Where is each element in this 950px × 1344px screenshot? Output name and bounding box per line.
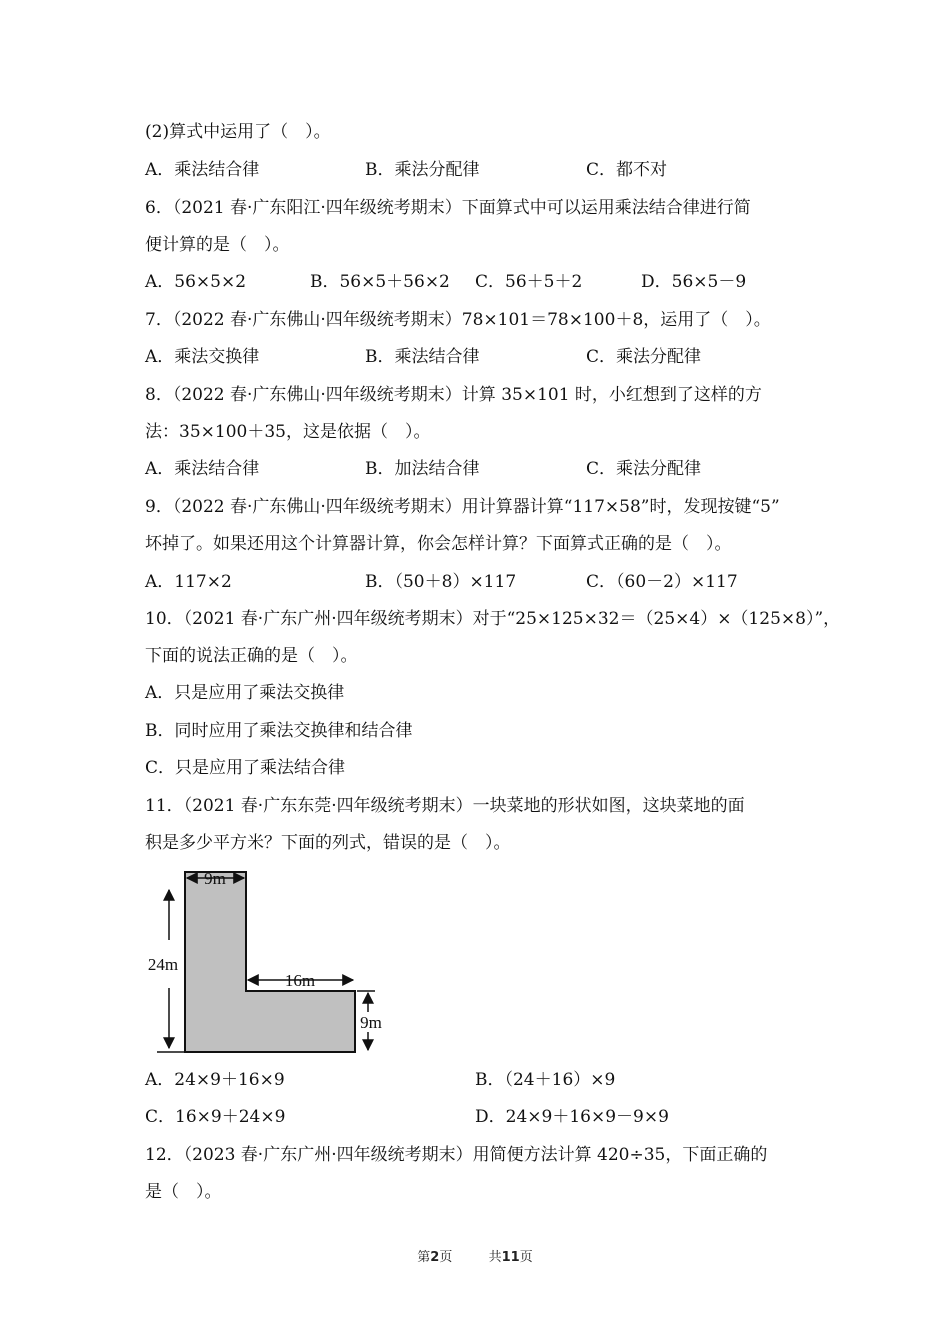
q9-stem-line1: 9．（2022 春·广东佛山·四年级统考期末）用计算器计算“117×58”时，发现按键“5” [145, 497, 780, 517]
q6-option-c: C．56＋5＋2 [475, 272, 583, 292]
q8-stem-line2: 法：35×100＋35，这是依据（ ）。 [145, 422, 431, 442]
q7-option-a: A．乘法交换律 [145, 347, 260, 367]
page-number: 第2页 [417, 1250, 453, 1265]
q6-option-d: D．56×5－9 [641, 272, 747, 292]
label-right-height: 9m [360, 1013, 382, 1032]
q8-option-a: A．乘法结合律 [145, 459, 260, 479]
q9-option-c: C．（60－2）×117 [586, 572, 738, 592]
q10-option-b: B．同时应用了乘法交换律和结合律 [145, 721, 413, 741]
q11-option-c: C．16×9＋24×9 [145, 1107, 286, 1127]
q8-option-c: C．乘法分配律 [586, 459, 702, 479]
label-left-height: 24m [147, 955, 179, 974]
l-shape-region [185, 872, 355, 1052]
q11-option-b: B．（24＋16）×9 [475, 1070, 616, 1090]
page-footer [0, 1246, 950, 1265]
q10-option-c: C．只是应用了乘法结合律 [145, 758, 346, 778]
page-total: 共11页 [488, 1250, 533, 1265]
q7-option-c: C．乘法分配律 [586, 347, 702, 367]
q10-option-a: A．只是应用了乘法交换律 [145, 683, 345, 703]
q9-stem-line2: 坏掉了。如果还用这个计算器计算，你会怎样计算？下面算式正确的是（ ）。 [145, 534, 732, 554]
q5-option-b: B．乘法分配律 [365, 160, 480, 180]
q7-stem-line1: 7．（2022 春·广东佛山·四年级统考期末）78×101＝78×100＋8，运用了（ ）。 [145, 310, 771, 330]
label-mid-width: 16m [284, 971, 316, 990]
label-top-width: 9m [204, 869, 226, 888]
q6-stem-line1: 6．（2021 春·广东阳江·四年级统考期末）下面算式中可以运用乘法结合律进行简 [145, 198, 751, 218]
q7-option-b: B．乘法结合律 [365, 347, 480, 367]
q9-option-b: B．（50＋8）×117 [365, 572, 517, 592]
q11-stem-line1: 11．（2021 春·广东东莞·四年级统考期末）一块菜地的形状如图，这块菜地的面 [145, 796, 745, 816]
q8-option-b: B．加法结合律 [365, 459, 480, 479]
q5-part2: (2)算式中运用了（ ）。 [145, 122, 331, 142]
q11-option-a: A．24×9＋16×9 [145, 1070, 285, 1090]
q12-stem-line1: 12．（2023 春·广东广州·四年级统考期末）用简便方法计算 420÷35，下面正确的 [145, 1145, 768, 1165]
q10-stem-line1: 10．（2021 春·广东广州·四年级统考期末）对于“25×125×32＝（25×4）×（125×8）”， [145, 609, 841, 629]
q11-option-d: D．24×9＋16×9－9×9 [475, 1107, 669, 1127]
q10-stem-line2: 下面的说法正确的是（ ）。 [145, 646, 358, 666]
q11-stem-line2: 积是多少平方米？下面的列式，错误的是（ ）。 [145, 833, 511, 853]
q6-stem-line2: 便计算的是（ ）。 [145, 235, 290, 255]
q6-option-a: A．56×5×2 [145, 272, 247, 292]
q9-option-a: A．117×2 [145, 572, 232, 592]
q6-option-b: B．56×5＋56×2 [310, 272, 450, 292]
q5-option-c: C．都不对 [586, 160, 668, 180]
l-shaped-garden-figure [145, 862, 385, 1058]
q8-stem-line1: 8．（2022 春·广东佛山·四年级统考期末）计算 35×101 时，小红想到了这样的方 [145, 385, 762, 405]
q5-option-a: A．乘法结合律 [145, 160, 260, 180]
q12-stem-line2: 是（ ）。 [145, 1182, 222, 1202]
